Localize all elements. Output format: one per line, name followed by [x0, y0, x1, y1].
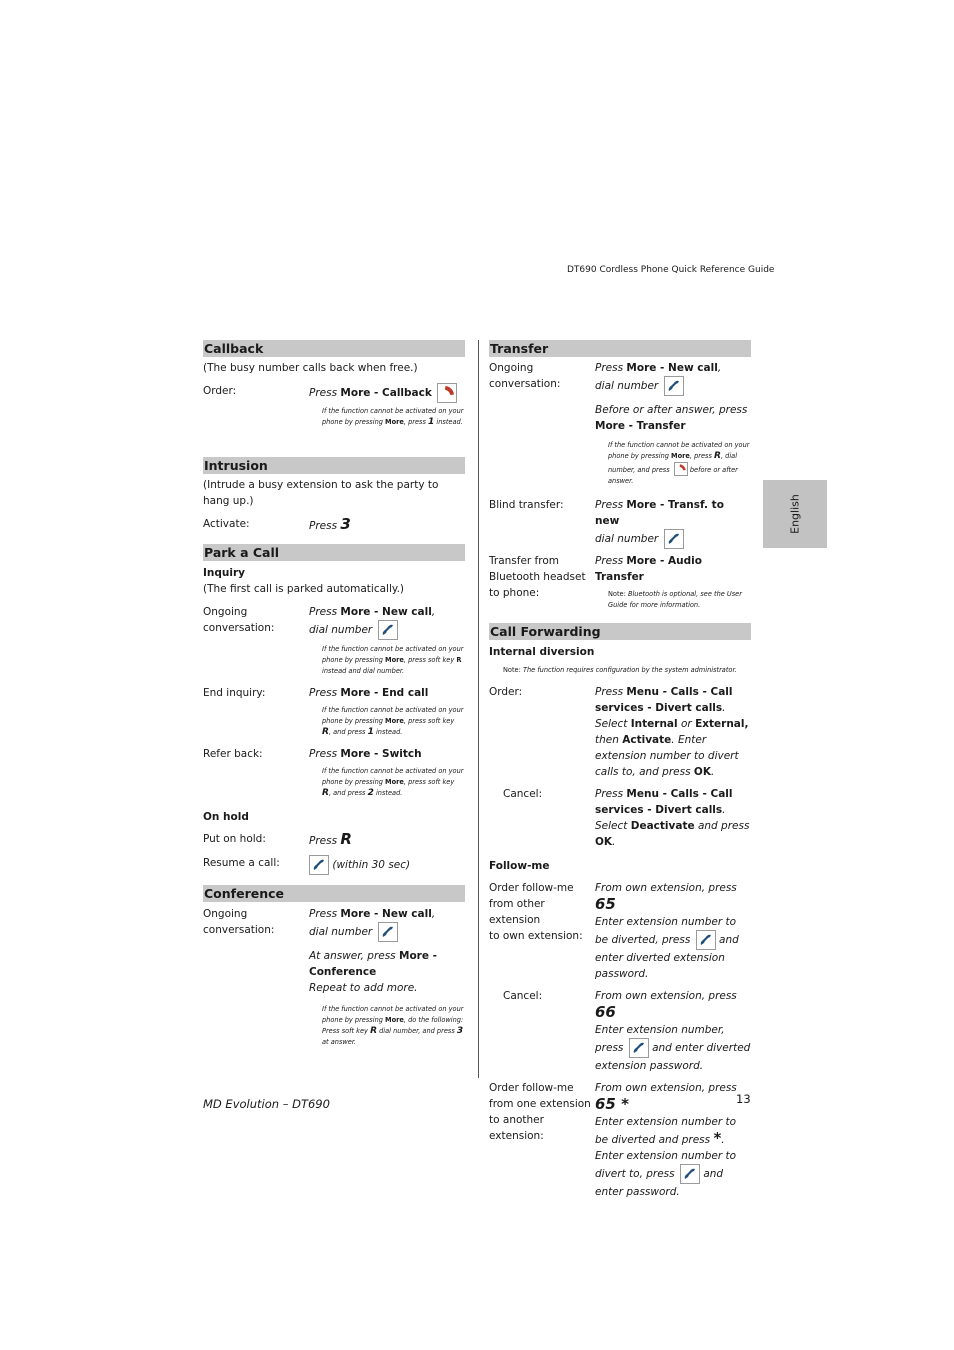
end-call-command: More - End call [340, 687, 429, 699]
callback-order-label: Order: [203, 385, 237, 397]
callback-order-row: Order: Press More - Callback [203, 383, 465, 403]
section-conference-title: Conference [203, 885, 465, 902]
handset-icon [378, 620, 398, 640]
handset-icon [629, 1038, 649, 1058]
park-end-note: If the function cannot be activated on your phone by pressing More, press soft key R, and press 1 instead. [322, 706, 464, 737]
conference-answer: At answer, press More - Conference Repeat to add more. [309, 950, 437, 994]
transfer-bt-row: Transfer from Bluetooth headset to phone: Press More - Audio Transfer Note: Bluetooth is optional, see the User Guide for more information. [489, 553, 751, 611]
transfer-blind-row: Blind transfer: Press More - Transf. to new dial number [489, 497, 751, 549]
page-header: DT690 Cordless Phone Quick Reference Guide [567, 265, 775, 275]
section-park-title: Park a Call [203, 544, 465, 561]
park-inquiry-description: (The first call is parked automatically.) [203, 583, 405, 595]
handset-icon [664, 376, 684, 396]
park-onhold-heading: On hold [203, 811, 249, 823]
callback-description: (The busy number calls back when free.) [203, 362, 418, 374]
forwarding-order-row: Order: Press Menu - Calls - Call services - Divert calls. Select Internal or External, then Activate. Enter extension number to divert calls to, and press OK. [489, 686, 749, 778]
internal-diversion-heading: Internal diversion [489, 646, 595, 658]
side-tab [763, 480, 827, 548]
switch-command: More - Switch [340, 748, 422, 760]
conference-note: If the function cannot be activated on your phone by pressing More, do the following: Press soft key R dial number, and press 3 at answer. [322, 1005, 464, 1046]
forwarding-note: Note: The function requires configuration by the system administrator. [503, 666, 737, 674]
page-number: 13 [736, 1092, 751, 1106]
section-forwarding-title: Call Forwarding [489, 623, 751, 640]
hangup-icon [674, 462, 688, 476]
follow-me-heading: Follow-me [489, 860, 550, 872]
section-intrusion-title: Intrusion [203, 457, 465, 474]
followme-another-row: Order follow-me from one extension to another extension: From own extension, press 65 * Enter extension number to be diverted and press *. Enter extension number to divert to, press and enter password. [489, 1082, 737, 1198]
key-r: R [340, 830, 352, 848]
transfer-ongoing-row: Ongoing conversation: Press More - New call, dial number [489, 360, 751, 396]
park-ongoing-row: Ongoing conversation: Press More - New call, dial number [203, 604, 465, 640]
followme-order-row: Order follow-me from other extension to own extension: From own extension, press 65 Enter extension number to be diverted, press and enter diverted extension password. [489, 882, 739, 980]
conference-ongoing-row: Ongoing conversation: Press More - New call, dial number [203, 906, 465, 942]
intrusion-activate-row: Activate: Press 3 [203, 515, 351, 533]
handset-icon [696, 930, 716, 950]
transfer-note: If the function cannot be activated on your phone by pressing More, press R, dial number, and press before or after answer. [608, 441, 750, 485]
transf-to-new-command: More - Transf. to new [595, 499, 724, 527]
intrusion-description: (Intrude a busy extension to ask the party to hang up.) [203, 479, 439, 507]
handset-icon [378, 922, 398, 942]
right-column [489, 340, 751, 1200]
handset-icon [680, 1164, 700, 1184]
handset-icon [309, 855, 329, 875]
column-divider [478, 340, 479, 1078]
section-callback-title: Callback [203, 340, 465, 357]
section-transfer-title: Transfer [489, 340, 751, 357]
forwarding-cancel-row: Cancel: Press Menu - Calls - Call services - Divert calls. Select Deactivate and press OK. [503, 788, 750, 848]
transfer-bt-note: Note: Bluetooth is optional, see the User Guide for more information. [608, 590, 742, 609]
intrusion-activate-label: Activate: [203, 518, 250, 530]
park-inquiry-heading: Inquiry [203, 567, 245, 579]
side-tab-label: English [788, 494, 802, 534]
park-refer-note: If the function cannot be activated on your phone by pressing More, press soft key R, and press 2 instead. [322, 767, 464, 798]
transfer-before: Before or after answer, press More - Transfer [595, 404, 748, 432]
park-refer-row: Refer back: Press More - Switch [203, 748, 422, 760]
footer-left: MD Evolution – DT690 [203, 1097, 330, 1111]
left-column [203, 340, 465, 1048]
park-end-row: End inquiry: Press More - End call [203, 687, 429, 699]
hangup-icon [437, 383, 457, 403]
key-3: 3 [340, 515, 351, 533]
callback-note: If the function cannot be activated on your phone by pressing More, press 1 instead. [322, 407, 464, 427]
callback-command: More - Callback [340, 387, 432, 399]
followme-cancel-row: Cancel: From own extension, press 66 Enter extension number, press and enter diverted extension password. [503, 990, 751, 1072]
handset-icon [664, 529, 684, 549]
park-resume-row: Resume a call: (within 30 sec) [203, 855, 465, 875]
park-put-row: Put on hold: Press R [203, 830, 352, 848]
park-inquiry-note: If the function cannot be activated on your phone by pressing More, press soft key R instead and dial number. [322, 645, 464, 675]
audio-transfer-command: More - Audio Transfer [595, 555, 702, 583]
